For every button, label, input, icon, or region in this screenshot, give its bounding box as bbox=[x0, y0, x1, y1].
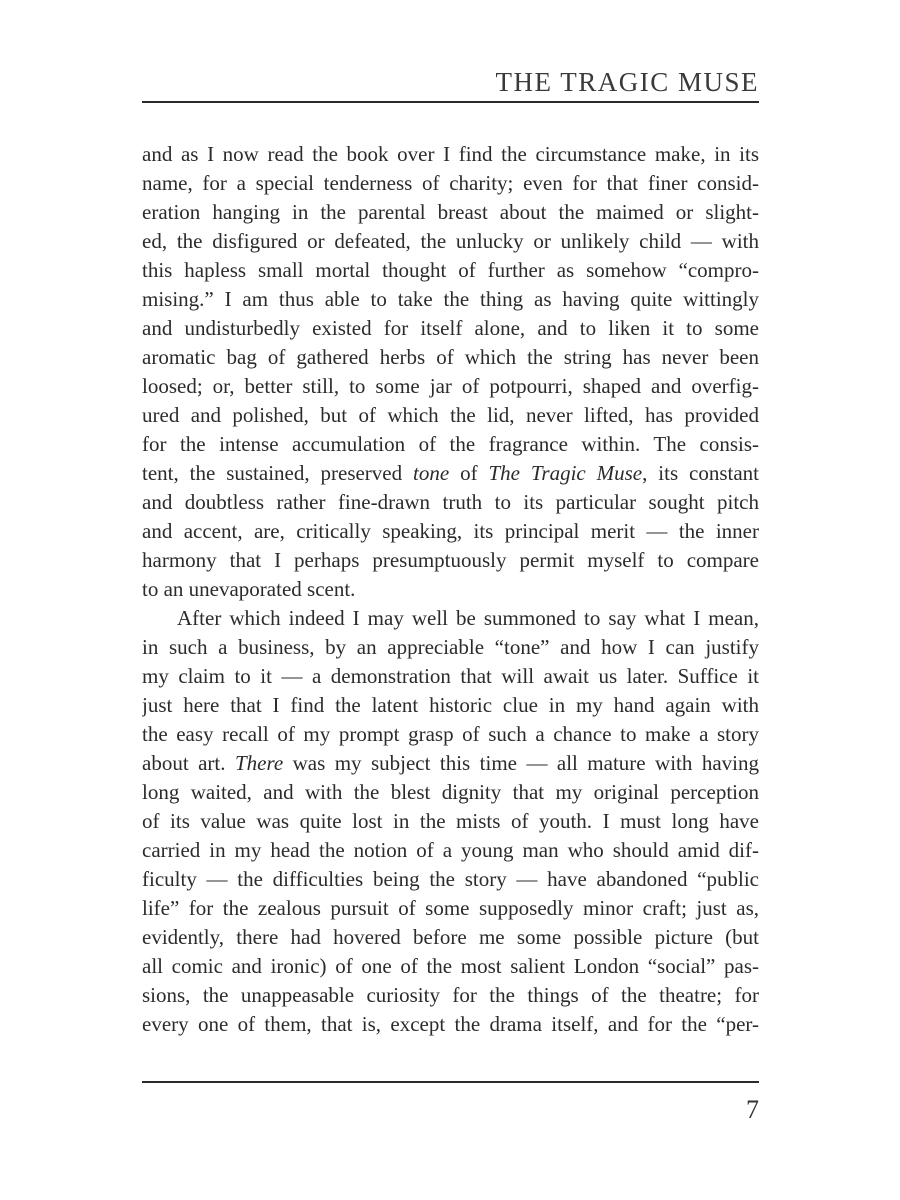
text-segment: tent, the sustained, preserved bbox=[142, 461, 414, 485]
text-line: carried in my head the notion of a young man who should amid dif- bbox=[142, 838, 759, 862]
text-line: ed, the disfigured or defeated, the unlucky or unlikely child — with bbox=[142, 229, 759, 253]
text-line: and as I now read the book over I find the circumstance make, in its bbox=[142, 142, 759, 166]
text-line: name, for a special tenderness of charity; even for that finer consid- bbox=[142, 171, 759, 195]
text-segment: was my subject this time — all mature with having bbox=[283, 751, 759, 775]
text-line: to an unevaporated scent. bbox=[142, 577, 356, 601]
emphasis-text: tone bbox=[413, 461, 450, 485]
text-line: sions, the unappeasable curiosity for the things of the theatre; for bbox=[142, 983, 759, 1007]
text-line: eration hanging in the parental breast about the maimed or slight- bbox=[142, 200, 759, 224]
text-line: ficulty — the difficulties being the story — have abandoned “public bbox=[142, 867, 759, 891]
text-line: harmony that I perhaps presumptuously permit myself to compare bbox=[142, 548, 759, 572]
text-line: After which indeed I may well be summoned to say what I mean, bbox=[177, 606, 759, 630]
running-head-title: THE TRAGIC MUSE bbox=[495, 67, 759, 97]
text-segment: , its constant bbox=[642, 461, 759, 485]
page-number: 7 bbox=[746, 1095, 759, 1124]
text-line: my claim to it — a demonstration that will await us later. Suffice it bbox=[142, 664, 759, 688]
text-line: loosed; or, better still, to some jar of potpourri, shaped and overfig- bbox=[142, 374, 759, 398]
text-line: and undisturbedly existed for itself alone, and to liken it to some bbox=[142, 316, 759, 340]
text-line: all comic and ironic) of one of the most salient London “social” pas- bbox=[142, 954, 759, 978]
text-line bbox=[142, 749, 759, 778]
text-line: just here that I find the latent historic clue in my hand again with bbox=[142, 693, 759, 717]
text-line: of its value was quite lost in the mists of youth. I must long have bbox=[142, 809, 759, 833]
text-line: life” for the zealous pursuit of some supposedly minor craft; just as, bbox=[142, 896, 759, 920]
text-line: evidently, there had hovered before me some possible picture (but bbox=[142, 925, 759, 949]
text-line: in such a business, by an appreciable “tone” and how I can justify bbox=[142, 635, 759, 659]
text-line bbox=[142, 459, 759, 488]
text-line: and doubtless rather fine-drawn truth to its particular sought pitch bbox=[142, 490, 759, 514]
text-line: and accent, are, critically speaking, its principal merit — the inner bbox=[142, 519, 759, 543]
body-text bbox=[142, 140, 759, 1039]
text-segment: about art. bbox=[142, 751, 235, 775]
text-line: every one of them, that is, except the drama itself, and for the “per- bbox=[142, 1012, 759, 1036]
emphasis-text: There bbox=[234, 751, 284, 775]
book-title-text: The Tragic Muse bbox=[488, 461, 643, 485]
text-line: ured and polished, but of which the lid, never lifted, has provided bbox=[142, 403, 759, 427]
text-line: long waited, and with the blest dignity that my original perception bbox=[142, 780, 759, 804]
header-rule bbox=[142, 101, 759, 103]
text-line: this hapless small mortal thought of further as somehow “compro- bbox=[142, 258, 759, 282]
text-segment: of bbox=[449, 461, 489, 485]
text-line: the easy recall of my prompt grasp of such a chance to make a story bbox=[142, 722, 759, 746]
text-line: for the intense accumulation of the fragrance within. The consis- bbox=[142, 432, 759, 456]
text-line: mising.” I am thus able to take the thing as having quite wittingly bbox=[142, 287, 759, 311]
text-line: aromatic bag of gathered herbs of which the string has never been bbox=[142, 345, 759, 369]
footer-rule bbox=[142, 1081, 759, 1083]
